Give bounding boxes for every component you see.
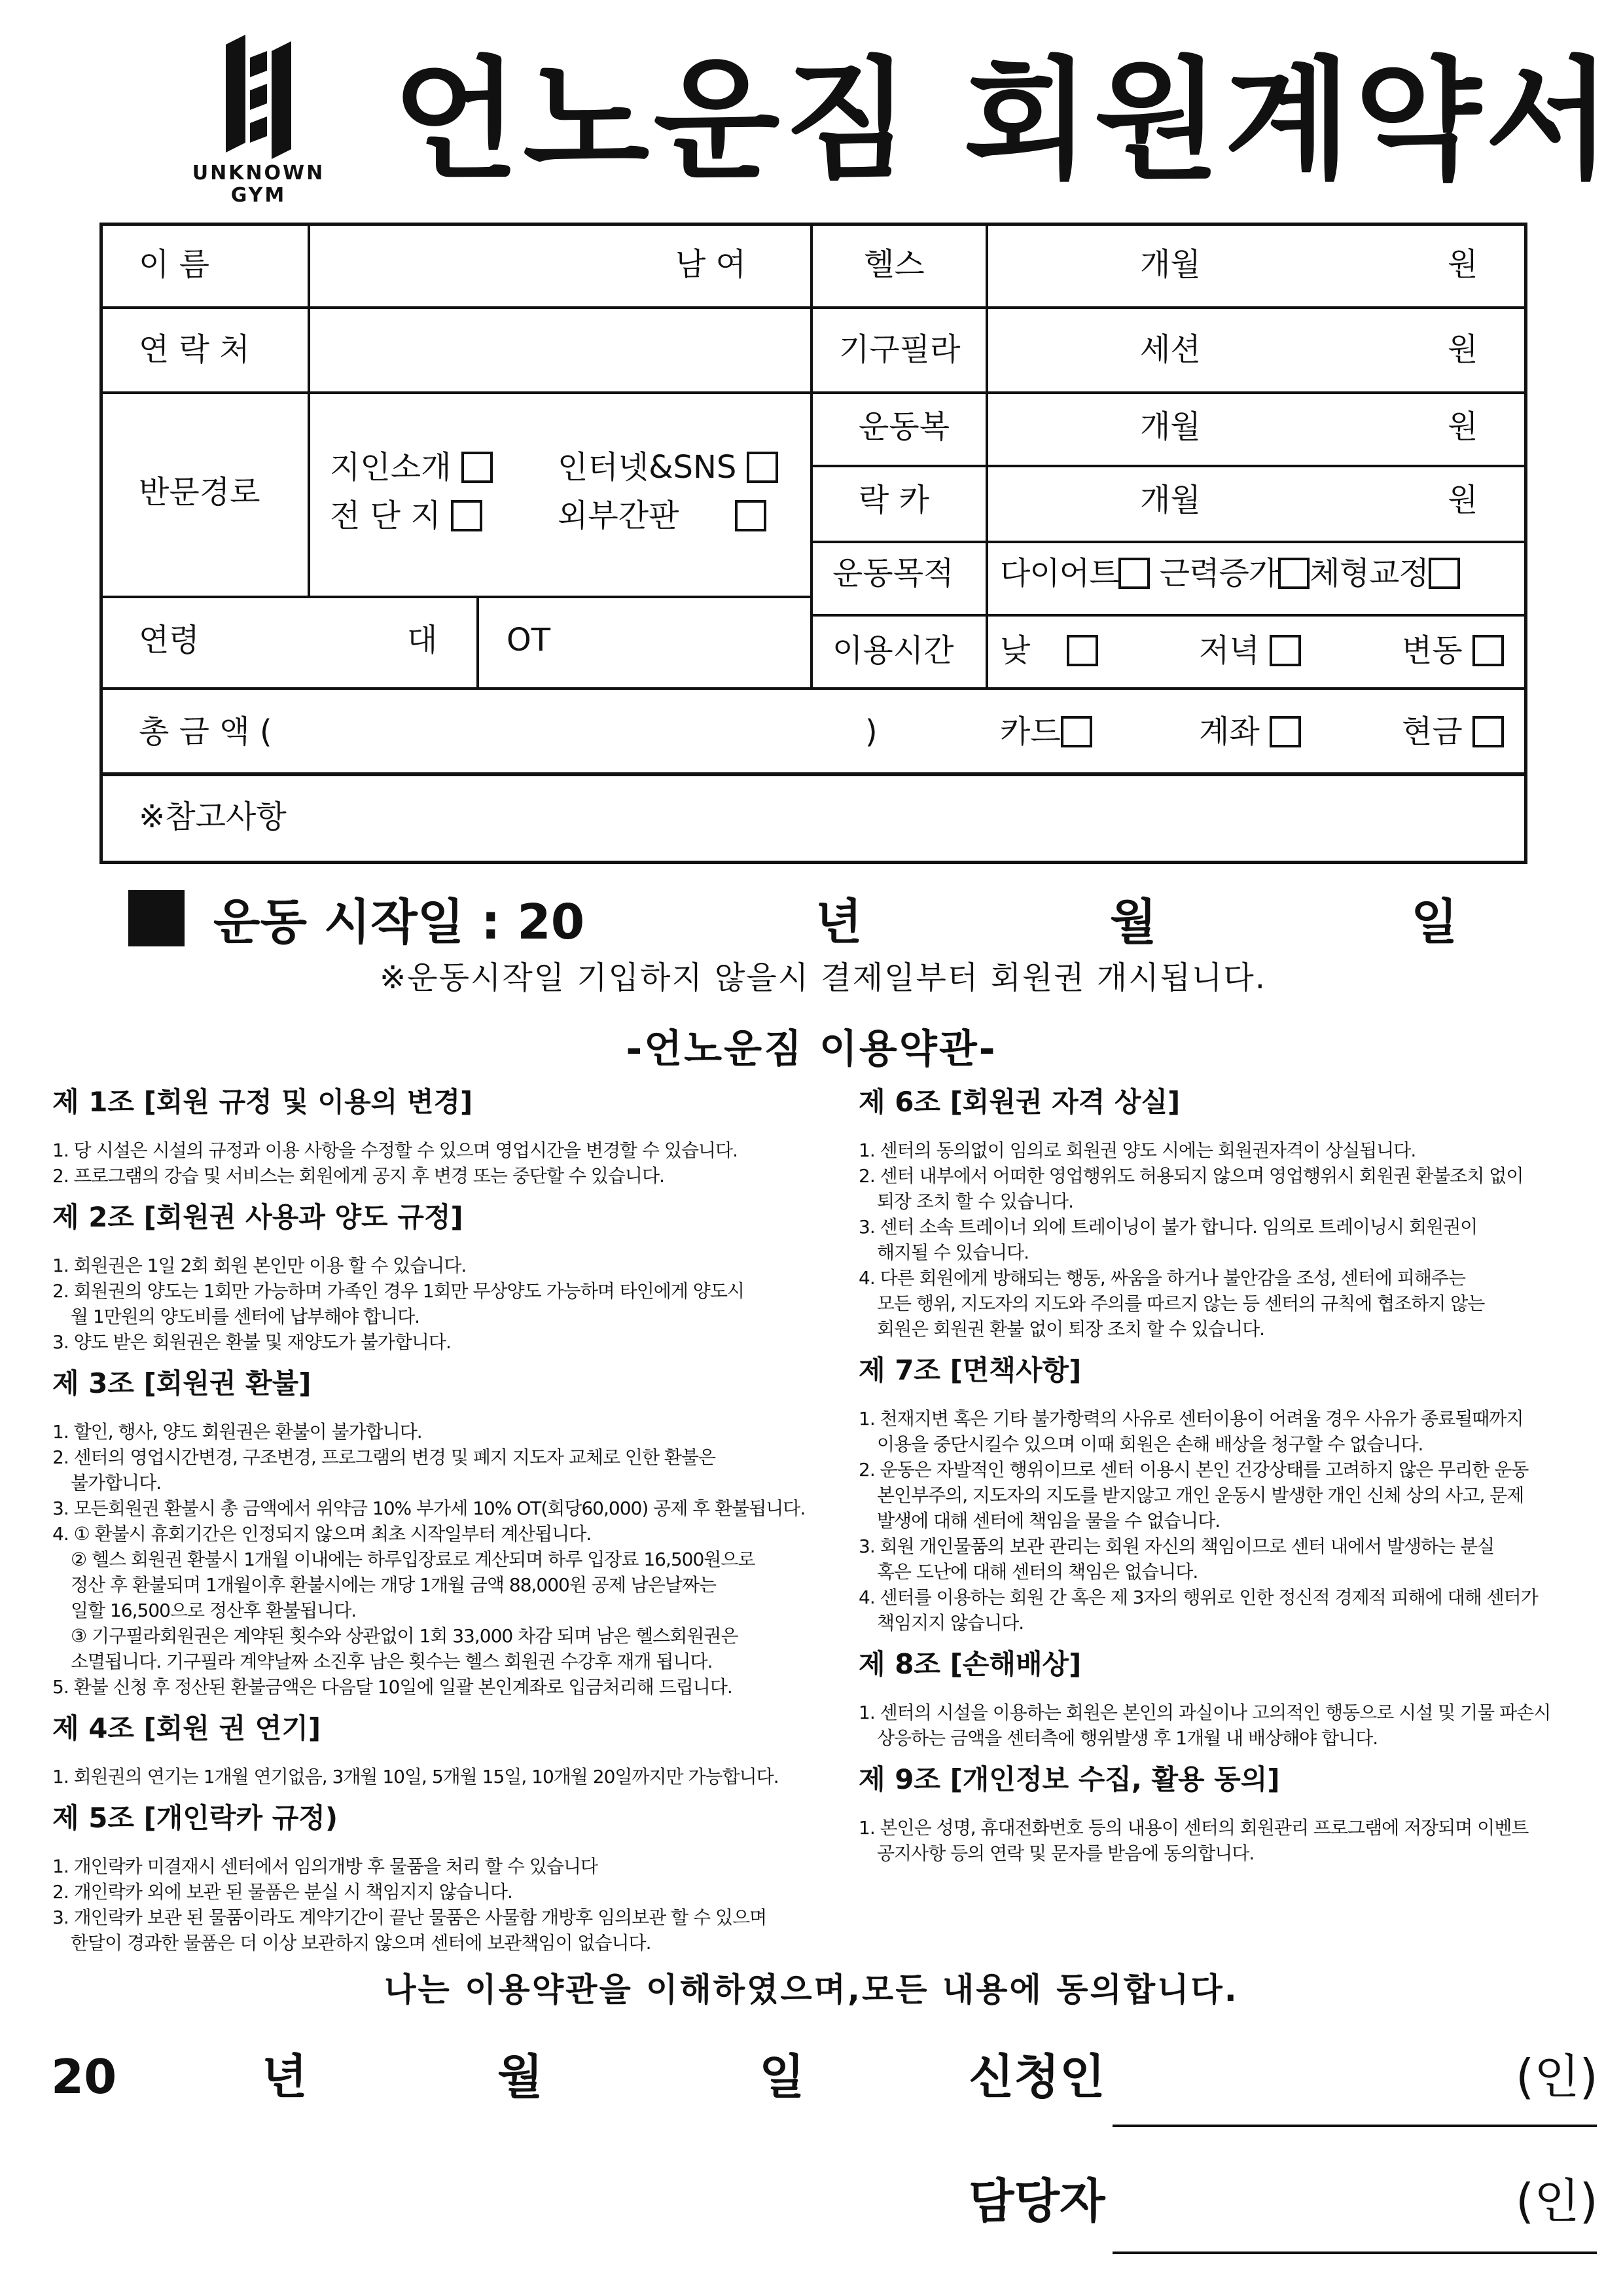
checkbox[interactable] [1270,635,1301,666]
form-rule [476,596,479,687]
health-label: 헬스 [864,246,925,283]
article-clause: 4. 다른 회원에게 방해되는 행동, 싸움을 하거나 불안감을 조성, 센터에 피해주는 [859,1267,1466,1289]
logo-mark-icon [177,31,340,162]
form-rule [99,596,810,598]
terms-right-column [859,1073,1623,1866]
article-clause: 1. 천재지변 혹은 기타 불가항력의 사유로 센터이용이 어려울 경우 사유가 종료될때까지 [859,1408,1524,1429]
total-amount-close: ) [865,713,878,750]
article-clause: ② 헬스 회원권 환불시 1개월 이내에는 하루입장료로 계산되며 하루 입장료 16,500원으로 [71,1549,755,1570]
locker-label: 락 카 [859,482,929,518]
visit-option-signboard[interactable] [558,497,766,534]
article-clause: 혹은 도난에 대해 센터의 책임은 없습니다. [877,1561,1198,1583]
article-title: 제 4조 [회원 권 연기] [52,1712,321,1744]
checkbox[interactable] [461,452,493,483]
visit-option-internet-label: 인터넷&SNS [558,449,737,486]
visit-option-signboard-label: 외부간판 [558,497,679,534]
visit-option-referral[interactable] [330,449,493,486]
time-option-flexible-label: 변동 [1402,632,1463,669]
article-clause: 2. 개인락카 외에 보관 된 물품은 분실 시 책임지지 않습니다. [52,1881,512,1903]
form-rule [99,687,1527,690]
health-months: 개월 [1140,246,1201,283]
article-clause: 해지될 수 있습니다. [877,1242,1029,1263]
purpose-option-posture: 체형교정 [1310,555,1429,592]
article-clause: 1. 본인은 성명, 휴대전화번호 등의 내용이 센터의 회원관리 프로그램에 저장되며 이벤트 [859,1817,1529,1839]
agreement-statement: 나는 이용약관을 이해하였으며,모든 내용에 동의합니다. [384,1971,1239,2009]
start-date-note: ※운동시작일 기입하지 않을시 결제일부터 회원권 개시됩니다. [380,960,1266,996]
sportswear-won: 원 [1448,408,1478,445]
start-date-row [128,884,1503,949]
article-clause: 5. 환불 신청 후 정산된 환불금액은 다음달 10일에 일괄 본인계좌로 입금처리해 드립니다. [52,1676,732,1698]
visit-route-label: 반문경로 [139,474,260,511]
terms-title: -언노운짐 이용약관- [626,1026,997,1072]
article-title: 제 2조 [회원권 사용과 양도 규정] [52,1201,463,1233]
checkbox[interactable] [1429,558,1460,589]
logo-text-line1: UNKNOWN [192,162,325,185]
checkbox[interactable] [1118,558,1150,589]
locker-won: 원 [1448,482,1478,518]
article-title: 제 8조 [손해배상] [859,1648,1082,1680]
purpose-option-diet: 다이어트 [1000,555,1119,592]
checkbox[interactable] [735,500,766,531]
purpose-label: 운동목적 [832,555,954,592]
article-clause: ③ 기구필라회원권은 계약된 횟수와 상관없이 1회 33,000 차감 되며 남은 헬스회원권은 [71,1625,738,1647]
usage-time-label: 이용시간 [832,632,954,669]
manager-signature-line[interactable] [1113,2251,1597,2254]
article-clause: 공지사항 등의 연락 및 문자를 받음에 동의합니다. [877,1842,1255,1864]
pay-option-transfer-label: 계좌 [1199,713,1260,750]
checkbox[interactable] [747,452,778,483]
checkbox[interactable] [1067,635,1098,666]
article-clause: 1. 센터의 동의없이 임의로 회원권 양도 시에는 회원권자격이 상실됩니다. [859,1139,1416,1161]
pay-option-cash[interactable] [1402,713,1504,750]
form-rule [810,541,1527,543]
page-title: 언노운짐 회원계약서 [393,45,1616,197]
form-rule [308,223,310,596]
sign-day: 일 [759,2049,805,2104]
article-clause: 회원은 회원권 환불 없이 퇴장 조치 할 수 있습니다. [877,1318,1265,1340]
time-option-flexible[interactable] [1402,632,1504,669]
article-clause: 1. 개인락카 미결재시 센터에서 임의개방 후 물품을 처리 할 수 있습니다 [52,1856,598,1877]
article-clause: 1. 할인, 행사, 양도 회원권은 환불이 불가합니다. [52,1421,422,1443]
article-title: 제 6조 [회원권 자격 상실] [859,1086,1181,1118]
age-unit: 대 [407,622,438,658]
start-date-month: 월 [1110,894,1157,950]
visit-option-flyer[interactable] [330,497,482,534]
article-clause: 퇴장 조치 할 수 있습니다. [877,1191,1073,1212]
bullet-square-icon [128,890,185,946]
locker-months: 개월 [1140,482,1201,518]
article-title: 제 1조 [회원 규정 및 이용의 변경] [52,1086,473,1118]
checkbox[interactable] [1278,558,1310,589]
purpose-options[interactable] [1000,555,1460,592]
start-date-day: 일 [1411,894,1458,950]
age-label: 연령 [139,622,200,658]
article-clause: 모든 행위, 지도자의 지도와 주의를 따르지 않는 등 센터의 규칙에 협조하지 않는 [877,1293,1485,1314]
article-clause: 정산 후 환불되며 1개월이후 환불시에는 개당 1개월 금액 88,000원 공제 남은날짜는 [71,1574,717,1596]
article-clause: 이용을 중단시킬수 있으며 이때 회원은 손해 배상을 청구할 수 없습니다. [877,1433,1423,1455]
form-rule [810,614,1527,617]
checkbox[interactable] [1270,716,1301,747]
article-clause: 1. 회원권의 연기는 1개월 연기없음, 3개월 10일, 5개월 15일, 10개월 20일까지만 가능합니다. [52,1766,779,1787]
contract-form [99,223,1527,864]
pilates-label: 기구필라 [839,331,961,368]
article-clause: 본인부주의, 지도자의 지도를 받지않고 개인 운동시 발생한 개인 신체 상의 사고, 문제 [877,1484,1524,1506]
article-clause: 2. 운동은 자발적인 행위이므로 센터 이용시 본인 건강상태를 고려하지 않은 무리한 운동 [859,1459,1529,1480]
checkbox[interactable] [1472,635,1504,666]
article-clause: 2. 센터의 영업시간변경, 구조변경, 프로그램의 변경 및 폐지 지도자 교체로 인한 환불은 [52,1446,716,1468]
ot-label: OT [507,622,551,658]
article-title: 제 9조 [개인정보 수집, 활용 동의] [859,1763,1280,1795]
visit-option-flyer-label: 전 단 지 [330,497,441,534]
pilates-won: 원 [1448,331,1478,368]
article-clause: 상응하는 금액을 센터측에 행위발생 후 1개월 내 배상해야 합니다. [877,1727,1378,1749]
article-clause: 3. 센터 소속 트레이너 외에 트레이닝이 불가 합니다. 임의로 트레이닝시 회원권이 [859,1216,1478,1238]
sportswear-label: 운동복 [859,408,950,445]
article-title: 제 3조 [회원권 환불] [52,1367,312,1399]
start-date-year: 년 [815,894,863,950]
sign-year: 년 [262,2049,308,2104]
pay-option-transfer[interactable] [1199,713,1301,750]
remarks-label: ※참고사항 [139,798,287,835]
article-title: 제 5조 [개인락카 규정) [52,1802,338,1834]
article-clause: 불가합니다. [71,1472,162,1494]
sign-year-prefix: 20 [51,2049,117,2104]
pay-option-card-label: 카드 [1000,713,1061,750]
start-date-label: 운동 시작일 : 20 [213,894,585,950]
article-clause: 2. 센터 내부에서 어떠한 영업행위도 허용되지 않으며 영업행위시 회원권 환불조치 없이 [859,1165,1524,1187]
article-clause: 3. 양도 받은 회원권은 환불 및 재양도가 불가합니다. [52,1331,451,1353]
time-option-day-label: 낮 [1000,632,1031,669]
pay-option-card[interactable] [1000,713,1092,750]
form-rule [810,223,813,687]
form-rule [99,391,1527,394]
contact-label: 연 락 처 [139,331,250,368]
form-rule [810,465,1527,467]
article-clause: 4. 센터를 이용하는 회원 간 혹은 제 3자의 행위로 인한 정신적 경제적 피해에 대해 센터가 [859,1587,1538,1608]
logo-text-line2: GYM [230,184,287,207]
terms-left-column [52,1073,825,1956]
checkbox[interactable] [1061,716,1092,747]
pay-option-cash-label: 현금 [1402,713,1463,750]
sign-month: 월 [497,2049,543,2104]
applicant-label: 신청인 [969,2049,1105,2104]
article-clause: 3. 회원 개인물품의 보관 관리는 회원 자신의 책임이므로 센터 내에서 발생하는 분실 [859,1535,1495,1557]
applicant-signature-line[interactable] [1113,2125,1597,2127]
article-clause: 3. 모든회원권 환불시 총 금액에서 위약금 10% 부가세 10% OT(회당60,000) 공제 후 환불됩니다. [52,1498,806,1519]
form-rule [986,223,988,687]
applicant-seal: (인) [1516,2049,1598,2104]
time-option-evening-label: 저녁 [1199,632,1260,669]
article-clause: 2. 프로그램의 강습 및 서비스는 회원에게 공지 후 변경 또는 중단할 수 있습니다. [52,1165,664,1187]
article-clause: 일할 16,500으로 정산후 환불됩니다. [71,1600,357,1621]
checkbox[interactable] [1472,716,1504,747]
time-option-evening[interactable] [1199,632,1301,669]
article-clause: 4. ① 환불시 휴회기간은 인정되지 않으며 최초 시작일부터 계산됩니다. [52,1523,592,1545]
total-amount-label: 총 금 액 ( [139,713,272,750]
article-clause: 3. 개인락카 보관 된 물품이라도 계약기간이 끝난 물품은 사물함 개방후 임의보관 할 수 있으며 [52,1907,767,1928]
checkbox[interactable] [451,500,482,531]
name-label: 이 름 [139,246,209,283]
gym-logo [177,31,340,208]
visit-option-internet[interactable] [558,449,778,486]
form-rule [99,772,1527,776]
article-clause: 책임지지 않습니다. [877,1612,1024,1634]
form-frame [99,223,1527,864]
article-clause: 1. 회원권은 1일 2회 회원 본인만 이용 할 수 있습니다. [52,1255,467,1276]
form-rule [99,306,1527,309]
article-clause: 2. 회원권의 양도는 1회만 가능하며 가족인 경우 1회만 무상양도 가능하며 타인에게 양도시 [52,1280,744,1302]
article-clause: 1. 당 시설은 시설의 규정과 이용 사항을 수정할 수 있으며 영업시간을 변경할 수 있습니다. [52,1139,738,1161]
time-option-day[interactable] [1000,632,1098,669]
manager-seal: (인) [1516,2174,1598,2229]
manager-label: 담당자 [969,2174,1105,2229]
visit-option-referral-label: 지인소개 [330,449,452,486]
article-clause: 월 1만원의 양도비를 센터에 납부해야 합니다. [71,1306,420,1327]
article-clause: 소멸됩니다. 기구필라 계약날짜 소진후 남은 횟수는 헬스 회원권 수강후 재개 됩니다. [71,1651,713,1672]
sportswear-months: 개월 [1140,408,1201,445]
gender-options[interactable]: 남 여 [675,246,746,283]
article-title: 제 7조 [면책사항] [859,1354,1082,1386]
article-clause: 한달이 경과한 물품은 더 이상 보관하지 않으며 센터에 보관책임이 없습니다. [71,1932,651,1954]
health-won: 원 [1448,246,1478,283]
pilates-sessions: 세션 [1140,331,1201,368]
article-clause: 발생에 대해 센터에 책임을 물을 수 없습니다. [877,1510,1221,1532]
purpose-option-strength: 근력증가 [1159,555,1279,592]
article-clause: 1. 센터의 시설을 이용하는 회원은 본인의 과실이나 고의적인 행동으로 시설 및 기물 파손시 [859,1702,1551,1723]
